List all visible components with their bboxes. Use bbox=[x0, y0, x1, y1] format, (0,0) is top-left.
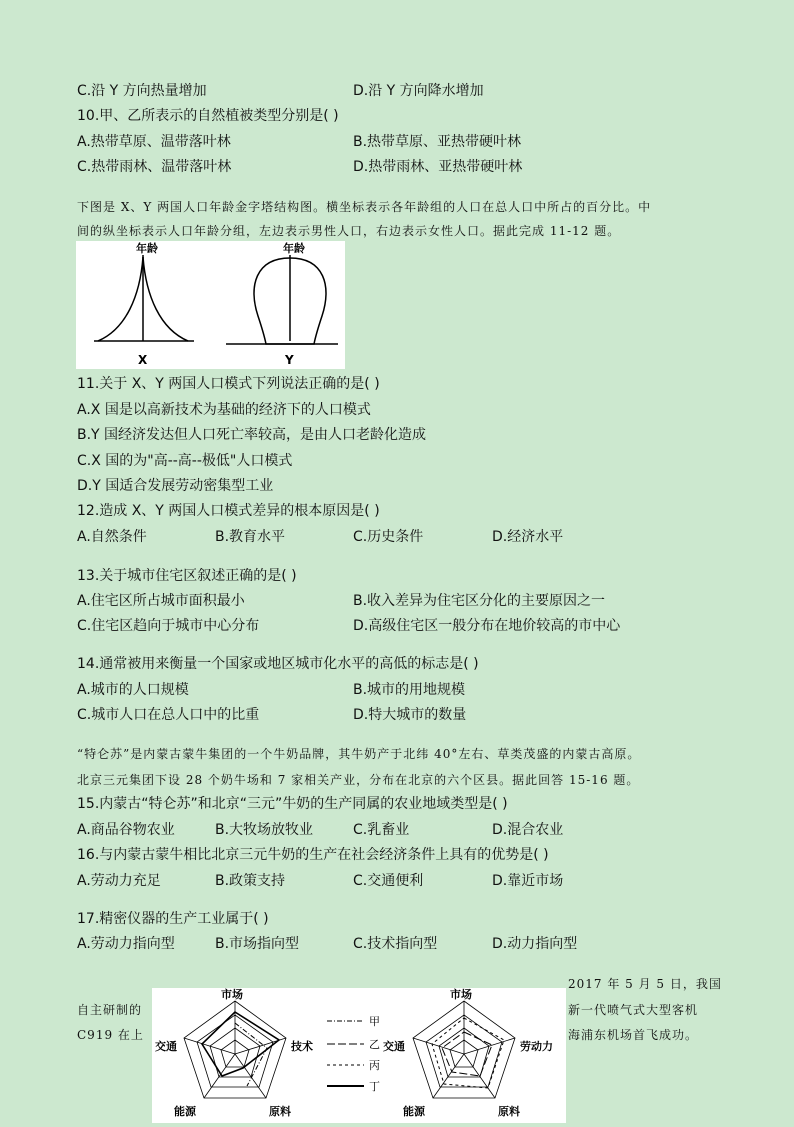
q11-option-d: D.Y 国适合发展劳动密集型工业 bbox=[77, 478, 274, 494]
right-label-market: 市场 bbox=[450, 988, 472, 1001]
legend-label-jia: 甲 bbox=[369, 1015, 380, 1028]
q17-stem: 17.精密仪器的生产工业属于( ) bbox=[77, 911, 269, 927]
q17-option-a: A.劳动力指向型 bbox=[77, 936, 175, 952]
q10-option-d: D.热带雨林、亚热带硬叶林 bbox=[353, 159, 523, 175]
q13-option-c: C.住宅区趋向于城市中心分布 bbox=[77, 618, 260, 634]
right-label-energy: 能源 bbox=[403, 1105, 425, 1118]
q11-option-b: B.Y 国经济发达但人口死亡率较高，是由人口老龄化造成 bbox=[77, 427, 427, 443]
right-label-raw-material: 原料 bbox=[498, 1105, 520, 1118]
intro-18-right-line3: 海浦东机场首飞成功。 bbox=[568, 1028, 699, 1042]
intro-15-16-line1: “特仑苏”是内蒙古蒙牛集团的一个牛奶品牌，其牛奶产于北纬 40°左右、草类茂盛的内蒙古高原。 bbox=[77, 747, 641, 761]
q16-option-b: B.政策支持 bbox=[215, 873, 286, 889]
q12-option-a: A.自然条件 bbox=[77, 529, 147, 545]
q16-stem: 16.与内蒙古蒙牛相比北京三元牛奶的生产在社会经济条件上具有的优势是( ) bbox=[77, 847, 549, 863]
left-label-raw-material: 原料 bbox=[269, 1105, 291, 1118]
legend-label-bing: 丙 bbox=[369, 1059, 380, 1072]
q15-option-a: A.商品谷物农业 bbox=[77, 822, 175, 838]
q9-option-d: D.沿 Y 方向降水增加 bbox=[353, 83, 484, 99]
intro-18-left-line1: 自主研制的 bbox=[77, 1003, 143, 1017]
intro-18-right-line1: 2017 年 5 月 5 日，我国 bbox=[568, 977, 722, 991]
q11-option-a: A.X 国是以高新技术为基础的经济下的人口模式 bbox=[77, 402, 371, 418]
left-radar-grid bbox=[184, 1001, 286, 1098]
left-label-technology: 技术 bbox=[291, 1040, 313, 1053]
q14-option-d: D.特大城市的数量 bbox=[353, 707, 467, 723]
intro-18-right-line2: 新一代喷气式大型客机 bbox=[568, 1003, 699, 1017]
q13-stem: 13.关于城市住宅区叙述正确的是( ) bbox=[77, 568, 297, 584]
q12-option-b: B.教育水平 bbox=[215, 529, 286, 545]
legend-label-yi: 乙 bbox=[369, 1038, 380, 1051]
industry-location-radar-figure bbox=[152, 988, 566, 1123]
q14-option-c: C.城市人口在总人口中的比重 bbox=[77, 707, 260, 723]
q12-option-c: C.历史条件 bbox=[353, 529, 424, 545]
right-radar-grid bbox=[413, 1001, 515, 1098]
q15-stem: 15.内蒙古“特仑苏”和北京“三元”牛奶的生产同属的农业地域类型是( ) bbox=[77, 796, 508, 812]
q16-option-c: C.交通便利 bbox=[353, 873, 424, 889]
q10-option-a: A.热带草原、温带落叶林 bbox=[77, 134, 231, 150]
q16-option-d: D.靠近市场 bbox=[492, 873, 564, 889]
q10-option-c: C.热带雨林、温带落叶林 bbox=[77, 159, 232, 175]
q14-option-a: A.城市的人口规模 bbox=[77, 682, 189, 698]
right-label-labor: 劳动力 bbox=[520, 1040, 553, 1053]
q9-option-c: C.沿 Y 方向热量增加 bbox=[77, 83, 207, 99]
intro-18-left-line2: C919 在上 bbox=[77, 1028, 144, 1042]
q12-option-d: D.经济水平 bbox=[492, 529, 564, 545]
q17-option-d: D.动力指向型 bbox=[492, 936, 578, 952]
q13-option-a: A.住宅区所占城市面积最小 bbox=[77, 593, 245, 609]
x-pyramid-female-outline bbox=[143, 257, 188, 341]
x-pyramid-male-outline bbox=[98, 257, 143, 341]
intro-15-16-line2: 北京三元集团下设 28 个奶牛场和 7 家相关产业，分布在北京的六个区县。据此回答 15-16 题。 bbox=[77, 773, 640, 787]
left-label-energy: 能源 bbox=[174, 1105, 196, 1118]
q14-option-b: B.城市的用地规模 bbox=[353, 682, 466, 698]
q11-stem: 11.关于 X、Y 两国人口模式下列说法正确的是( ) bbox=[77, 376, 380, 392]
left-label-transport: 交通 bbox=[155, 1040, 177, 1053]
intro-11-12-line1: 下图是 X、Y 两国人口年龄金字塔结构图。横坐标表示各年龄组的人口在总人口中所占的百分比。中 bbox=[77, 200, 652, 214]
x-age-axis-label: 年龄 bbox=[136, 242, 158, 255]
left-label-market: 市场 bbox=[221, 988, 243, 1001]
right-label-transport: 交通 bbox=[383, 1040, 405, 1053]
radar-legend bbox=[327, 1015, 380, 1093]
population-pyramid-figure bbox=[76, 241, 345, 369]
q10-stem: 10.甲、乙所表示的自然植被类型分别是( ) bbox=[77, 108, 339, 124]
q15-option-b: B.大牧场放牧业 bbox=[215, 822, 314, 838]
legend-label-ding: 丁 bbox=[369, 1080, 380, 1093]
q13-option-d: D.高级住宅区一般分布在地价较高的市中心 bbox=[353, 618, 621, 634]
y-country-label: Y bbox=[285, 353, 294, 367]
y-age-axis-label: 年龄 bbox=[283, 242, 305, 255]
q10-option-b: B.热带草原、亚热带硬叶林 bbox=[353, 134, 522, 150]
q17-option-c: C.技术指向型 bbox=[353, 936, 438, 952]
q15-option-d: D.混合农业 bbox=[492, 822, 564, 838]
intro-11-12-line2: 间的纵坐标表示人口年龄分组，左边表示男性人口，右边表示女性人口。据此完成 11-12 题。 bbox=[77, 224, 621, 238]
q12-stem: 12.造成 X、Y 两国人口模式差异的根本原因是( ) bbox=[77, 503, 380, 519]
q14-stem: 14.通常被用来衡量一个国家或地区城市化水平的高低的标志是( ) bbox=[77, 656, 479, 672]
q13-option-b: B.收入差异为住宅区分化的主要原因之一 bbox=[353, 593, 606, 609]
q11-option-c: C.X 国的为"高--高--极低"人口模式 bbox=[77, 453, 293, 469]
q17-option-b: B.市场指向型 bbox=[215, 936, 300, 952]
x-country-label: X bbox=[138, 353, 148, 367]
q15-option-c: C.乳畜业 bbox=[353, 822, 410, 838]
q16-option-a: A.劳动力充足 bbox=[77, 873, 161, 889]
